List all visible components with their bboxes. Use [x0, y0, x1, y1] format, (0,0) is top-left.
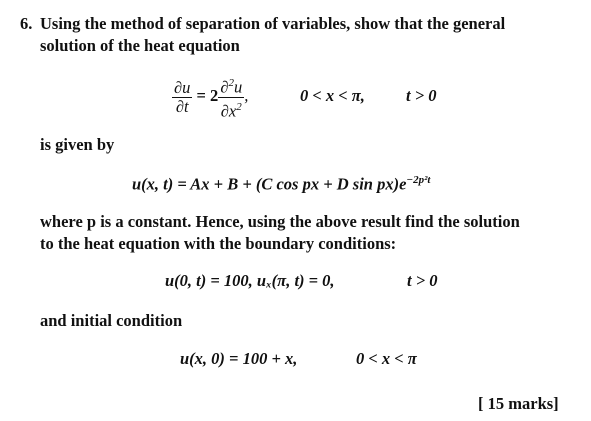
pde-domain-t: t > 0: [406, 86, 437, 105]
is-given-by: is given by: [40, 135, 115, 154]
marks-label: [ 15 marks]: [478, 394, 559, 413]
initial-domain: 0 < x < π: [356, 349, 417, 368]
general-solution-body: u(x, t) = Ax + B + (C cos px + D sin px)e: [132, 174, 407, 194]
initial-condition-text: and initial condition: [40, 311, 183, 330]
general-solution: [132, 174, 430, 195]
du-dt-fraction: $\frac{\partial u}{\partial t}$: [174, 77, 191, 116]
heat-equation: $\frac{\partial u}{\partial t}$ = 2 $\frac{\partial^2u}{\partial x^2}$ ,: [172, 74, 248, 120]
pde-domain-x: 0 < x < π,: [300, 86, 365, 105]
d2u-dx2-fraction: $\frac{\partial^2u}{\partial x^2}$: [218, 74, 244, 120]
general-solution-exponent: −2p²t: [406, 174, 431, 186]
initial-condition: u(x, 0) = 100 + x,: [180, 349, 298, 368]
boundary-conditions: u(0, t) = 100, uₓ(π, t) = 0,: [165, 271, 335, 290]
where-line-1: where p is a constant. Hence, using the above result find the solution: [40, 212, 520, 231]
intro-line-1: Using the method of separation of variables, show that the general: [40, 14, 506, 33]
intro-line-2: solution of the heat equation: [40, 36, 240, 55]
where-line-2: to the heat equation with the boundary conditions:: [40, 234, 397, 253]
question-number: 6.: [20, 14, 33, 33]
equation-coefficient: = 2: [196, 85, 219, 105]
boundary-t: t > 0: [407, 271, 438, 290]
